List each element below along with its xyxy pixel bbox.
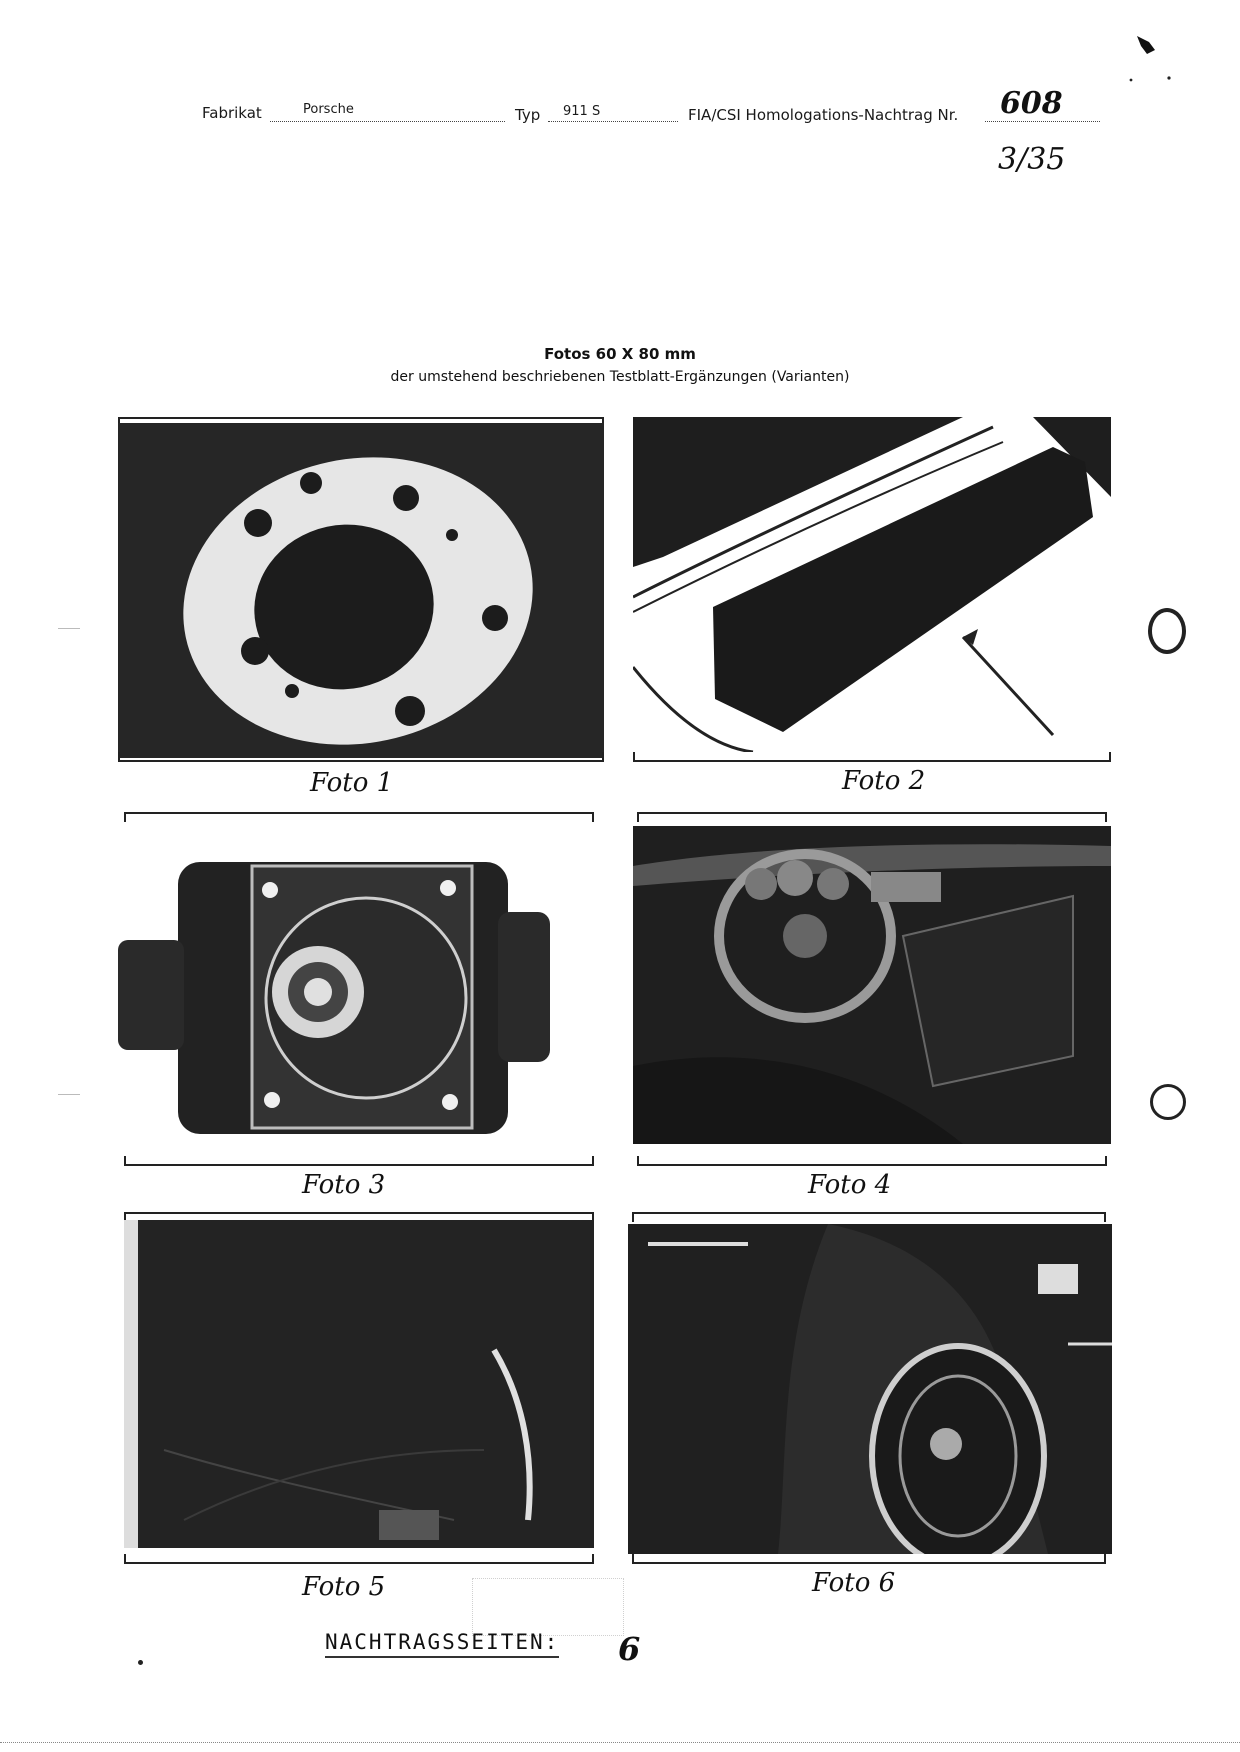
scan-speck-graphic: [1125, 28, 1175, 88]
fabrikat-label: Fabrikat: [202, 104, 262, 122]
punch-hole-graphic: [1148, 608, 1186, 654]
section-title: Fotos 60 X 80 mm: [544, 345, 696, 363]
caption-foto-6: Foto 6: [812, 1568, 896, 1598]
photo-frame-bottom: [124, 1554, 594, 1564]
bottom-dotted-rule: [0, 1742, 1240, 1743]
photo-4: [633, 826, 1111, 1144]
fabrikat-value: Porsche: [303, 102, 354, 117]
fabrikat-dotted-line: [270, 121, 505, 122]
body-panel-icon: [124, 1220, 594, 1548]
photo-6: [628, 1224, 1112, 1554]
photo-frame-bottom: [118, 752, 604, 762]
caption-foto-5: Foto 5: [302, 1572, 386, 1602]
photo-frame-bottom: [637, 1156, 1107, 1166]
photo-slot-6: [628, 1212, 1112, 1562]
nachtragsseiten-stamp: NACHTRAGSSEITEN:: [325, 1630, 559, 1658]
scan-speck-graphic: [138, 1660, 143, 1665]
photo-1: [118, 423, 604, 758]
photo-frame-top: [637, 812, 1107, 822]
photo-slot-1: [118, 417, 604, 764]
photo-5: [124, 1220, 594, 1548]
brake-caliper-icon: [118, 852, 594, 1142]
scan-mark-graphic: [58, 628, 80, 629]
photo-3: [118, 852, 594, 1142]
typ-value: 911 S: [563, 104, 601, 119]
rear-window-panel-icon: [633, 417, 1111, 752]
dashboard-interior-icon: [633, 826, 1111, 1144]
photo-frame-bottom: [124, 1156, 594, 1166]
photo-frame-bottom: [632, 1554, 1106, 1564]
wheel-spacer-plate-icon: [118, 423, 604, 758]
caption-foto-3: Foto 3: [302, 1170, 386, 1200]
photo-slot-5: [124, 1212, 594, 1562]
caption-foto-4: Foto 4: [808, 1170, 892, 1200]
typ-dotted-line: [548, 121, 678, 122]
caption-foto-1: Foto 1: [310, 768, 394, 798]
nachtrag-number: 608: [1000, 86, 1063, 121]
photo-slot-2: [633, 417, 1111, 764]
nachtrag-label: FIA/CSI Homologations-Nachtrag Nr.: [688, 106, 959, 124]
nachtrag-dotted-line: [985, 121, 1100, 122]
section-heading: [0, 345, 1240, 385]
photo-frame-top: [124, 812, 594, 822]
photo-slot-4: [633, 812, 1111, 1164]
photo-2: [633, 417, 1111, 752]
punch-hole-graphic: [1150, 1084, 1186, 1120]
nachtragsseiten-count: 6: [618, 1630, 641, 1668]
typ-label: Typ: [515, 106, 541, 124]
photo-slot-3: [124, 812, 594, 1164]
page-reference: 3/35: [998, 142, 1066, 177]
scan-mark-graphic: [58, 1094, 80, 1095]
stamp-ghost-graphic: [472, 1578, 624, 1636]
photo-frame-bottom: [633, 752, 1111, 762]
section-subtitle: der umstehend beschriebenen Testblatt-Ergänzungen (Varianten): [390, 369, 850, 385]
page-header: [0, 0, 1240, 180]
caption-foto-2: Foto 2: [842, 766, 926, 796]
photo-frame-top: [632, 1212, 1106, 1222]
wheel-tire-icon: [628, 1224, 1112, 1554]
